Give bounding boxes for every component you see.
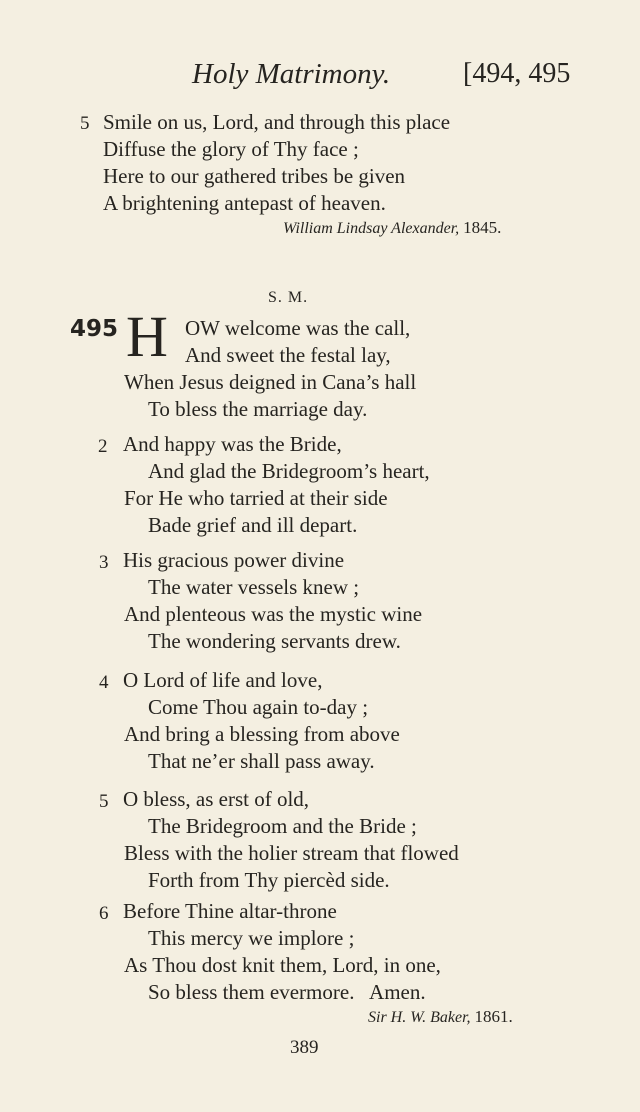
verse-number: 3 (99, 552, 109, 573)
verse-line: And happy was the Bride, (123, 432, 342, 456)
verse-line: Forth from Thy piercèd side. (148, 868, 390, 892)
verse-line: A brightening antepast of heaven. (103, 191, 386, 215)
verse-line: When Jesus deigned in Cana’s hall (124, 370, 417, 394)
attribution-author: William Lindsay Alexander, (283, 220, 460, 237)
verse-line: Bless with the holier stream that flowed (124, 841, 459, 865)
page-header-title: Holy Matrimony. (192, 58, 391, 90)
verse-line: OW welcome was the call, (185, 316, 411, 340)
verse-line: For He who tarried at their side (124, 486, 388, 510)
verse-line: This mercy we implore ; (148, 926, 355, 950)
verse-line: And plenteous was the mystic wine (124, 602, 423, 626)
verse-line: The Bridegroom and the Bride ; (148, 814, 417, 838)
attribution-year: 1845. (463, 218, 502, 237)
verse-number: 5 (80, 113, 90, 134)
verse-line: And glad the Bridegroom’s heart, (148, 459, 430, 483)
verse-number: 2 (98, 436, 108, 457)
verse-line: Diffuse the glory of Thy face ; (103, 137, 359, 161)
verse-line: O bless, as erst of old, (123, 787, 310, 811)
verse-number: 5 (99, 791, 109, 812)
verse-line: Come Thou again to-day ; (148, 695, 369, 719)
verse-line: The wondering servants drew. (148, 629, 401, 653)
attribution (283, 218, 501, 238)
verse-line: So bless them evermore. Amen. (148, 980, 426, 1004)
verse-line: As Thou dost knit them, Lord, in one, (124, 953, 441, 977)
verse-number: 4 (99, 672, 109, 693)
page-header-hymn-numbers: [494, 495 (463, 58, 571, 89)
verse-number: 6 (99, 903, 109, 924)
verse-line: Here to our gathered tribes be given (103, 164, 406, 188)
attribution (368, 1007, 513, 1027)
attribution-year: 1861. (474, 1007, 513, 1026)
page-number: 389 (290, 1037, 319, 1058)
verse-line: And bring a blessing from above (124, 722, 400, 746)
verse-line: Before Thine altar-throne (123, 899, 337, 923)
verse-line: Smile on us, Lord, and through this place (103, 110, 451, 134)
verse-line: O Lord of life and love, (123, 668, 323, 692)
verse-line: That ne’er shall pass away. (148, 749, 375, 773)
attribution-author: Sir H. W. Baker, (368, 1009, 471, 1026)
drop-cap: H (126, 304, 168, 369)
verse-line: To bless the marriage day. (148, 397, 368, 421)
verse-line: The water vessels knew ; (148, 575, 360, 599)
meter-label: S. M. (268, 289, 309, 306)
hymn-number: 495 (70, 316, 119, 342)
verse-line: His gracious power divine (123, 548, 345, 572)
verse-line: And sweet the festal lay, (185, 343, 391, 367)
verse-line: Bade grief and ill depart. (148, 513, 358, 537)
